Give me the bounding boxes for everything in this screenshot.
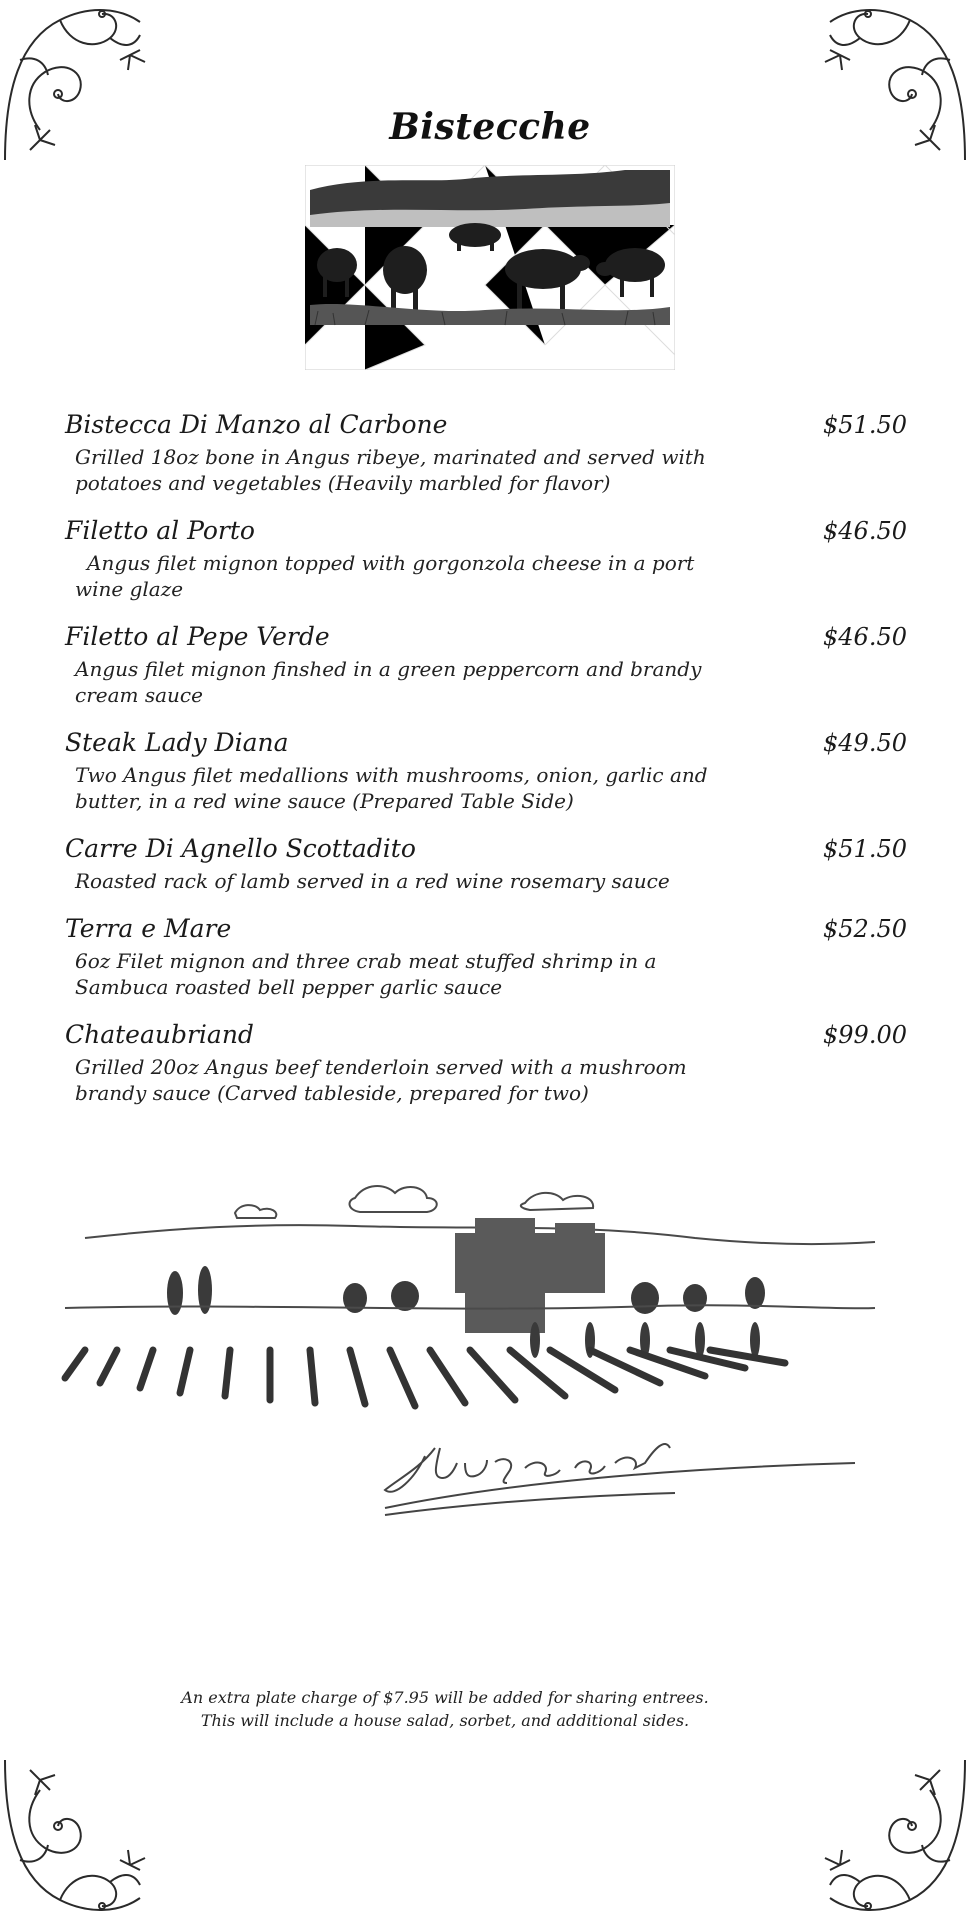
item-price: $49.50 [823,729,907,757]
item-description: Two Angus filet medallions with mushrooms, onion, garlic and butter, in a red wine sauce (Prepared Table Side) [75,763,708,813]
menu-list [65,410,915,1126]
item-price: $99.00 [823,1021,907,1049]
item-name: Chateaubriand [65,1020,254,1049]
item-price: $46.50 [823,517,907,545]
cattle-illustration [305,165,675,370]
menu-item [65,1020,915,1106]
footer-line-2: This will include a house salad, sorbet, and additional sides. [200,1711,690,1730]
footer-note [0,1686,890,1732]
item-description: Angus filet mignon finshed in a green peppercorn and brandy cream sauce [75,657,702,707]
menu-item [65,728,915,814]
item-name: Terra e Mare [65,914,232,943]
item-description: Grilled 20oz Angus beef tenderloin served with a mushroom brandy sauce (Carved tableside, prepared for two) [75,1055,687,1105]
item-price: $51.50 [823,411,907,439]
item-description: Grilled 18oz bone in Angus ribeye, marinated and served with potatoes and vegetables (Heavily marbled for flavor) [75,445,706,495]
menu-item [65,622,915,708]
vineyard-illustration [55,1178,885,1548]
menu-item [65,834,915,894]
item-price: $46.50 [823,623,907,651]
item-name: Bistecca Di Manzo al Carbone [65,410,448,439]
page-title: Bistecche [389,106,591,149]
item-description: Angus filet mignon topped with gorgonzola cheese in a port wine glaze [75,551,695,601]
corner-flourish-bottom-left [0,1750,170,1920]
item-name: Steak Lady Diana [65,728,289,757]
menu-item [65,516,915,602]
item-price: $52.50 [823,915,907,943]
footer-line-1: An extra plate charge of $7.95 will be added for sharing entrees. [181,1688,709,1707]
item-description: Roasted rack of lamb served in a red wine rosemary sauce [75,869,670,893]
menu-item [65,410,915,496]
item-price: $51.50 [823,835,907,863]
item-description: 6oz Filet mignon and three crab meat stuffed shrimp in a Sambuca roasted bell pepper garlic sauce [75,949,657,999]
corner-flourish-bottom-right [800,1750,970,1920]
item-name: Filetto al Pepe Verde [65,622,330,651]
item-name: Filetto al Porto [65,516,255,545]
item-name: Carre Di Agnello Scottadito [65,834,416,863]
menu-item [65,914,915,1000]
